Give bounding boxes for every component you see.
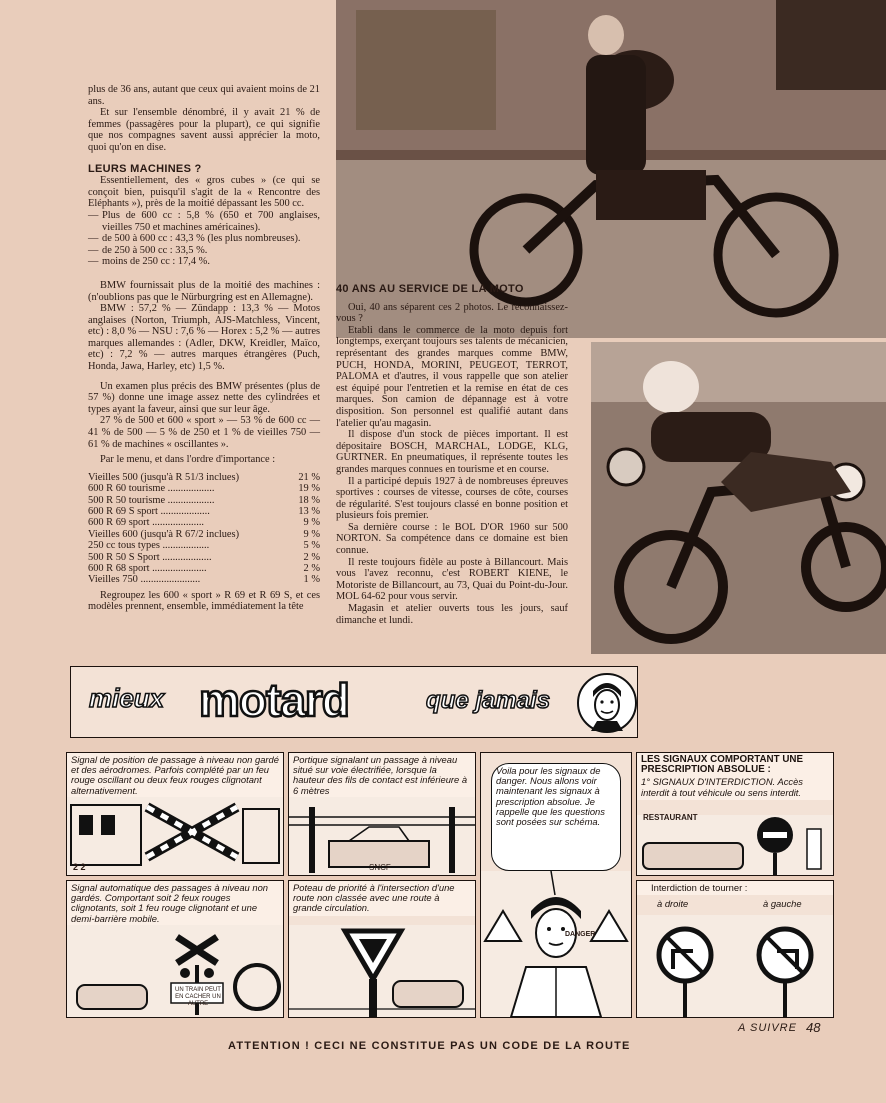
table-row: Vieilles 500 (jusqu'à R 51/3 inclues) 21 %: [88, 471, 320, 483]
sign-label: UN TRAIN PEUT EN CACHER UN AUTRE: [175, 987, 221, 1007]
sign-label: SNCF: [369, 863, 391, 872]
machines-list: [88, 210, 320, 268]
list-item: — Plus de 600 cc : 5,8 % (650 et 700 anglaises, vieilles 750 et machines américaines).: [88, 210, 320, 233]
comic-panel-6: [288, 880, 476, 1018]
comic-panel-7: [636, 880, 834, 1018]
level-crossing-illustration: [67, 797, 283, 875]
list-item: — moins de 250 cc : 17,4 %.: [88, 256, 320, 268]
percent-paragraph: 27 % de 500 et 600 « sport » — 53 % de 600 cc — 41 % de 500 — 5 % de 250 et 1 % de vieilles 750 — 61 % de machines « oscillantes ».: [88, 415, 320, 450]
to-follow-label: A SUIVRE: [738, 1022, 797, 1034]
title-motard: motard: [199, 674, 349, 726]
bmw-paragraph-2: BMW : 57,2 % — Zündapp : 13,3 % — Motos anglaises (Norton, Triumph, AJS-Matchless, Vincent, etc) : 8,0 % — NSU : 7,6 % — Horex : 5,2 % — autres marques allemandes : (Adler, DKW, Kreidler, Maïco, etc) : 7,2 % — autres marques étrangères (Puch, Honda, Jawa, Harley, etc) 1,5 %.: [88, 303, 320, 373]
table-row: 250 cc tous types .................. 5 %: [88, 540, 320, 552]
table-row: 500 R 50 S Sport ................... 2 %: [88, 551, 320, 563]
panel-caption: Signal automatique des passages à niveau non gardés. Comportant soit 2 feux rouges clignotants, soit 1 feu rouge clignotant et une demi-barrière mobile.: [67, 881, 283, 926]
table-row: 600 R 69 S sport ................... 13 %: [88, 506, 320, 518]
list-item: — de 500 à 600 cc : 43,3 % (les plus nombreuses).: [88, 233, 320, 245]
panel-caption: Poteau de priorité à l'intersection d'une route non classée avec une route à grande circulation.: [289, 881, 475, 916]
article-paragraph: Il reste toujours fidèle au poste à Billancourt. Mais vous l'avez reconnu, c'est ROBERT KIENE, le Motoriste de Billancourt, au 73, Quai du Point-du-Jour. MOL 64-62 pour vous servir.: [336, 556, 568, 603]
comic-title-banner: [70, 666, 638, 738]
table-row: 600 R 60 tourisme .................. 19 %: [88, 483, 320, 495]
no-entry-street-illustration: [637, 815, 833, 875]
kiene-article: [336, 284, 568, 626]
table-row: 600 R 69 sport .................... 9 %: [88, 517, 320, 529]
table-row: Vieilles 750 ....................... 1 %: [88, 574, 320, 586]
photo-racing-motorcycle: [591, 342, 886, 654]
table-row: 600 R 68 sport ..................... 2 %: [88, 563, 320, 575]
speech-text: Voila pour les signaux de danger. Nous allons voir maintenant les signaux à prescription absolue. Je rappelle que les questions sont posées sur schéma.: [496, 765, 605, 828]
label-right-turn: à droite: [657, 898, 689, 909]
machines-text: Essentiellement, des « gros cubes » (ce qui se conçoit bien, puisqu'il s'agit de la « Rencontre des Eléphants »), près de la moitié dépassant les 500 cc.: [88, 175, 320, 210]
menu-intro: Par le menu, et dans l'ordre d'importance :: [100, 454, 276, 466]
list-item: — de 250 à 500 cc : 33,5 %.: [88, 245, 320, 257]
comic-panel-4: [636, 752, 834, 876]
article-paragraph: Il a participé depuis 1927 à de nombreuses épreuves sportives : courses de vitesse, courses de côte, courses de régularité. S'est toujours classé en bonne position et plusieurs fois premier.: [336, 475, 568, 522]
closing-paragraph: Regroupez les 600 « sport » R 69 et R 69 S, et ces modèles prennent, ensemble, immédiatement la tête: [88, 589, 320, 613]
panel-caption: Interdiction de tourner :: [637, 881, 833, 895]
panel-subcaption: 1° SIGNAUX D'INTERDICTION. Accès interdit à tout véhicule ou sens interdit.: [637, 777, 833, 799]
sign-label: 2 2: [73, 862, 86, 872]
racing-photo-illustration: [591, 342, 886, 654]
sign-label: DANGER: [565, 931, 596, 938]
article-paragraph: Il dispose d'un stock de pièces important. Il est dépositaire BOSCH, MARCHAL, LODGE, KLG, GURTNER. En pneumatiques, il représente toutes les grandes marques connues en tourisme et en course.: [336, 429, 568, 475]
mascot-avatar: [577, 673, 637, 733]
sign-label: RESTAURANT: [643, 813, 698, 822]
page-number: 48: [806, 1020, 821, 1035]
priority-post-illustration: [289, 925, 475, 1017]
no-turn-signs-illustration: [637, 915, 833, 1017]
speech-bubble: [491, 763, 621, 871]
instructor-illustration: [481, 871, 631, 1017]
article-paragraph: Etabli dans le commerce de la moto depuis fort longtemps, exerçant toujours ses talents de mécanicien, représentant des grandes marques comme BMW, PUCH, HONDA, MORINI, PEUGEOT, TERROT, PALOMA et d'autres, il vous rappelle que son atelier est équipé pour l'entretien et la remise en état de ces marques. Son camion de dépannage est à votre disposition. Son personnel est qualifié autant dans l'atelier qu'au magasin.: [336, 324, 568, 429]
panel-caption: Signal de position de passage à niveau non gardé et des aérodromes. Parfois complété par un feu rouge oscillant ou deux feux rouges clignotant alternativement.: [67, 753, 283, 798]
title-mieux: mieux: [89, 683, 165, 713]
mascot-face-icon: [579, 675, 635, 731]
article-paragraph: Magasin et atelier ouverts tous les jours, sauf dimanche et lundi.: [336, 603, 568, 626]
article-heading: 40 ANS AU SERVICE DE LA MOTO: [336, 283, 524, 295]
title-que-jamais: que jamais: [426, 687, 551, 714]
comic-panel-2: [288, 752, 476, 876]
rank-table: [88, 472, 320, 586]
bmw-paragraph-1: BMW fournissait plus de la moitié des machines : (n'oublions pas que le Nürburgring est en Allemagne).: [88, 279, 320, 303]
comic-panel-1: [66, 752, 284, 876]
left-column: [88, 84, 320, 613]
table-row: Vieilles 600 (jusqu'à R 67/2 inclues) 9 %: [88, 528, 320, 540]
label-left-turn: à gauche: [763, 898, 802, 909]
exam-paragraph: Un examen plus précis des BMW présentes (plus de 57 %) donne une image assez nette des cylindrées et types ayant la faveur, ainsi que sur leur âge.: [88, 380, 320, 415]
article-paragraph: Oui, 40 ans séparent ces 2 photos. Le reconnaissez-vous ?: [336, 301, 568, 325]
footer-disclaimer: ATTENTION ! CECI NE CONSTITUE PAS UN CODE DE LA ROUTE: [228, 1040, 631, 1052]
comic-panel-3: [480, 752, 632, 1018]
comic-panel-5: [66, 880, 284, 1018]
panel-caption: Portique signalant un passage à niveau situé sur voie électrifiée, lorsque la hauteur des fils de contact est inférieure à 6 mètres: [289, 753, 475, 798]
panel-title: LES SIGNAUX COMPORTANT UNE PRESCRIPTION ABSOLUE :: [637, 753, 833, 777]
intro-line-2: Et sur l'ensemble dénombré, il y avait 21 % de femmes (passagères pour la plupart), ce qui signifie que nos compagnes savent aussi apprécier la moto, quoi qu'on en dise.: [88, 107, 320, 153]
machines-heading: LEURS MACHINES ?: [88, 162, 202, 175]
article-paragraph: Sa dernière course : le BOL D'OR 1960 sur 500 NORTON. Sa compétence dans ce domaine est bien connue.: [336, 521, 568, 557]
table-row: 500 R 50 tourisme .................. 18 %: [88, 494, 320, 506]
intro-line-1: plus de 36 ans, autant que ceux qui avaient moins de 21 ans.: [88, 84, 320, 107]
